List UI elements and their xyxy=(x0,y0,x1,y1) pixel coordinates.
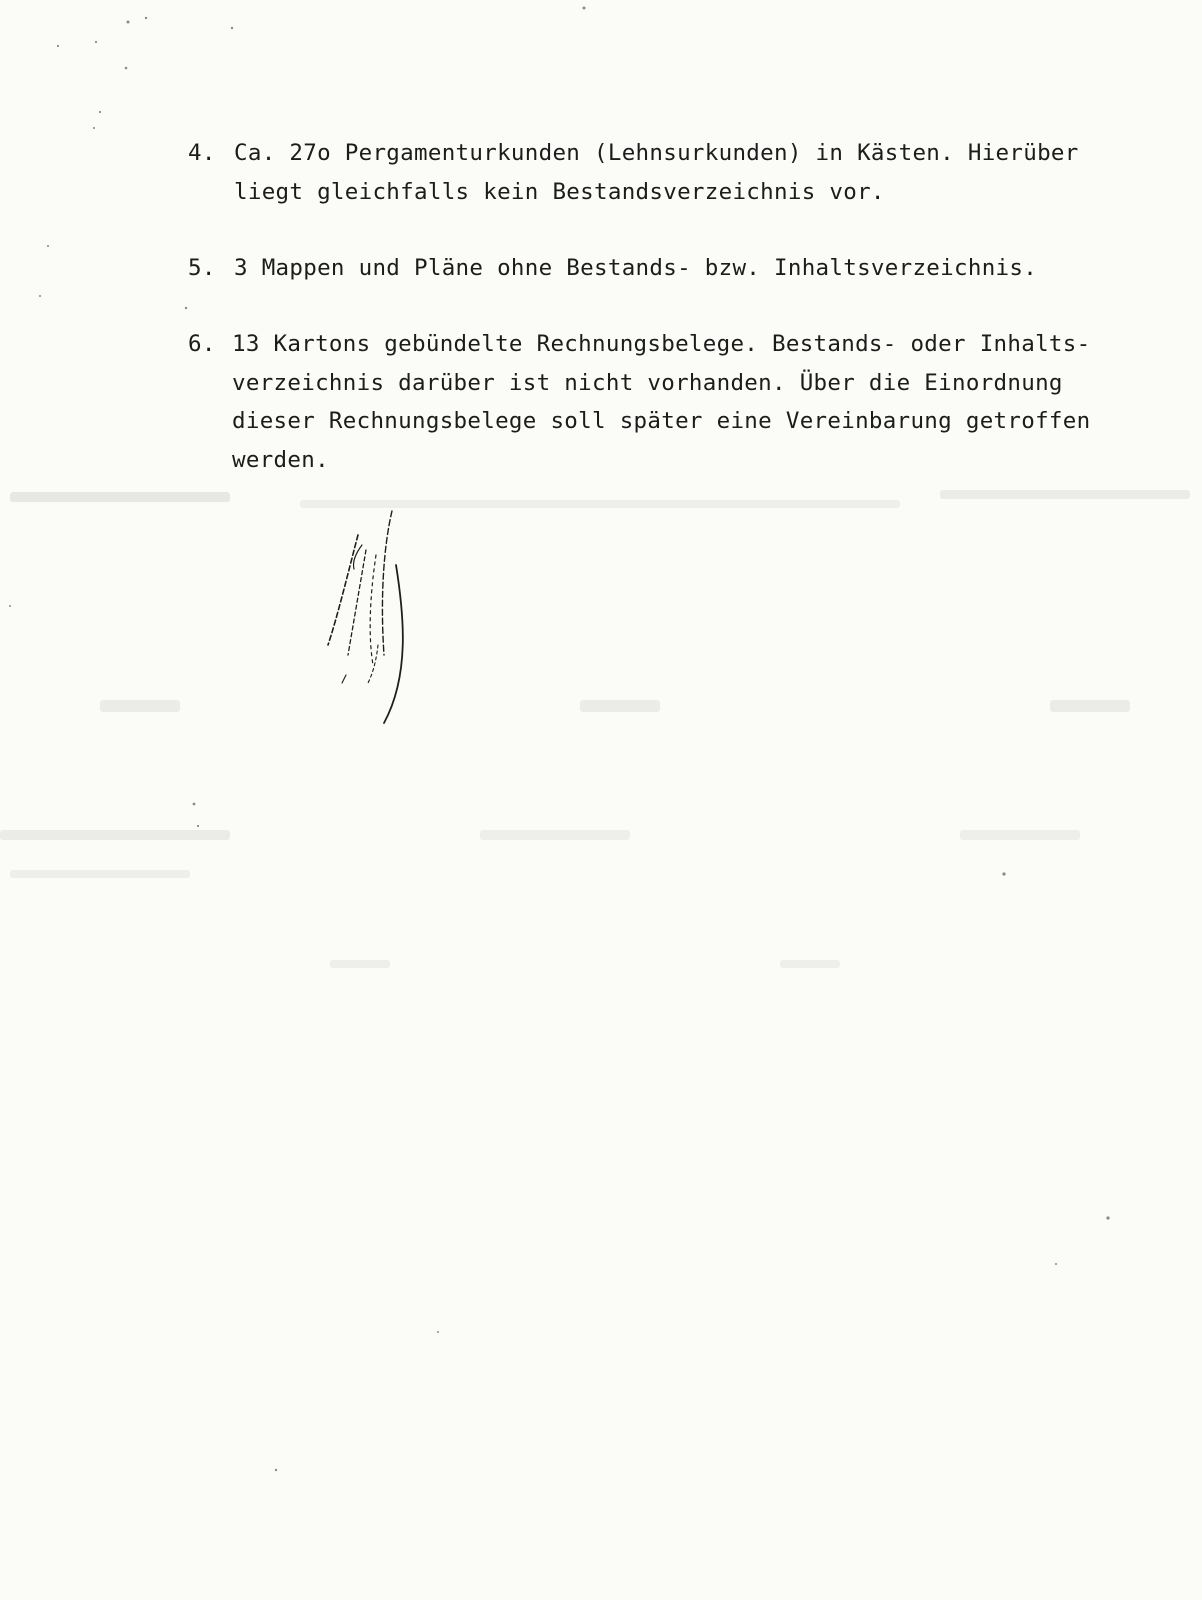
item-text-line: 3 Mappen und Pläne ohne Bestands- bzw. Inhaltsverzeichnis. xyxy=(234,255,1038,281)
item-number: 5. xyxy=(188,255,216,281)
item-text-line: werden. xyxy=(232,446,329,473)
item-number: 4. xyxy=(188,140,216,166)
item-text-line: Ca. 27o Pergamenturkunden (Lehnsurkunden) in Kästen. Hierüber xyxy=(234,140,1079,166)
item-text-line: liegt gleichfalls kein Bestandsverzeichnis vor. xyxy=(234,178,885,205)
item-text-line: dieser Rechnungsbelege soll später eine Vereinbarung getroffen xyxy=(232,408,1091,434)
item-text-line: verzeichnis darüber ist nicht vorhanden. Über die Einordnung xyxy=(232,369,1063,396)
item-number: 6. xyxy=(188,331,216,357)
item-text-line: 13 Kartons gebündelte Rechnungsbelege. Bestands- oder Inhalts- xyxy=(232,331,1091,357)
